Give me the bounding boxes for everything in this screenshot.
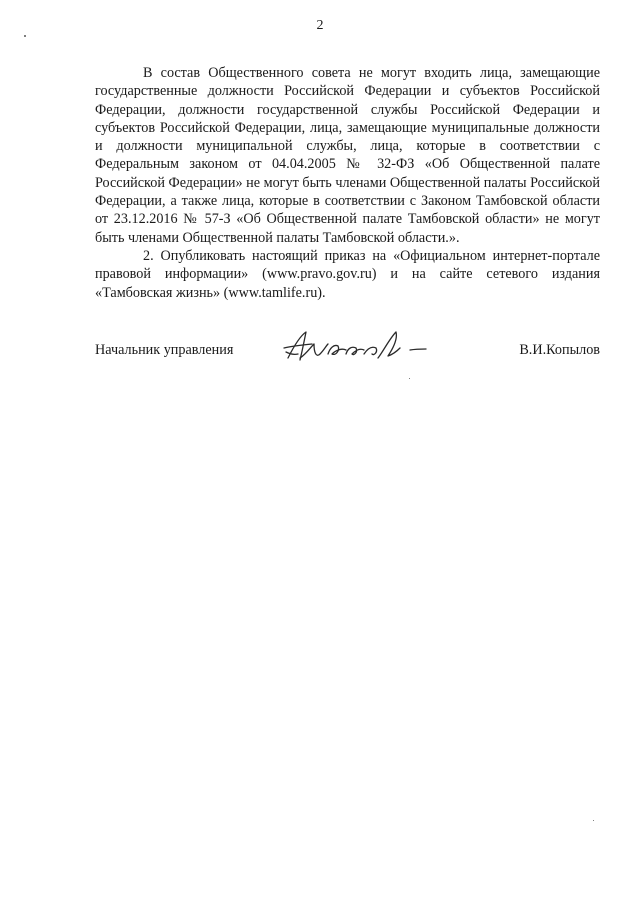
signatory-title: Начальник управления xyxy=(95,342,234,358)
document-body xyxy=(95,64,600,302)
handwritten-signature xyxy=(280,324,450,370)
scan-speck xyxy=(409,378,410,379)
signatory-name: В.И.Копылов xyxy=(519,342,600,358)
scan-speck xyxy=(593,820,594,821)
paragraph-publication-order: 2. Опубликовать настоящий приказ на «Официальном интернет-портале правовой информации» (www.pravo.gov.ru) и на сайте сетевого издания «Тамбовская жизнь» (www.tamlife.ru). xyxy=(95,247,600,301)
scan-speck xyxy=(24,35,26,37)
page-number: 2 xyxy=(316,18,324,33)
paragraph-council-composition: В состав Общественного совета не могут входить лица, замещающие государственные должности Российской Федерации и субъектов Российской Федерации, должности государственной службы Российской Федерации и субъектов Российской Федерации, лица, замещающие муниципальные должности и должности муниципальной службы, лица, которые в соответствии с Федеральным законом от 04.04.2005 № 32-ФЗ «Об Общественной палате Российской Федерации» не могут быть членами Общественной палаты Российской Федерации, а также лица, которые в соответствии с Законом Тамбовской области от 23.12.2016 № 57-З «Об Общественной палате Тамбовской области» не могут быть членами Общественной палаты Тамбовской области.». xyxy=(95,65,600,246)
signature-block xyxy=(95,330,600,380)
